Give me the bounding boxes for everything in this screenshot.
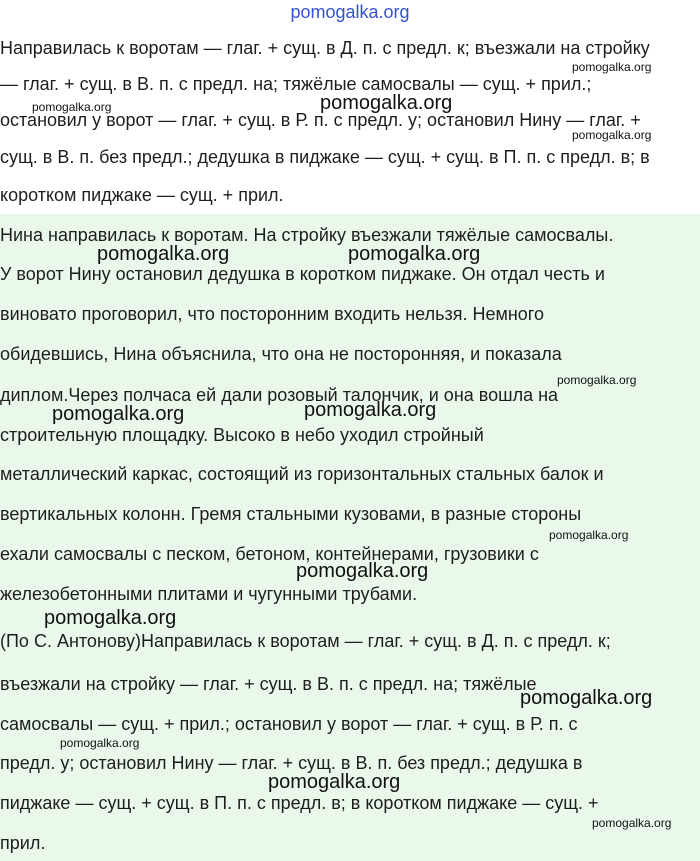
text-line: диплом.Через полчаса ей дали розовый талончик, и она вошла на bbox=[0, 385, 559, 405]
watermark: pomogalka.org bbox=[572, 60, 652, 74]
text-line: самосвалы — сущ. + прил.; остановил у ворот — глаг. + сущ. в Р. п. с bbox=[0, 714, 578, 734]
text-line: пиджаке — сущ. + сущ. в П. п. с предл. в; в коротком пиджаке — сущ. + bbox=[0, 793, 599, 813]
text-line: вертикальных колонн. Гремя стальными кузовами, в разные стороны bbox=[0, 504, 582, 524]
text-line: ехали самосвалы с песком, бетоном, контейнерами, грузовики с bbox=[0, 544, 539, 564]
text-line: У ворот Нину остановил дедушка в коротком пиджаке. Он отдал честь и bbox=[0, 264, 605, 284]
watermark: pomogalka.org bbox=[97, 243, 230, 265]
watermark: pomogalka.org bbox=[549, 528, 629, 542]
text-line: въезжали на стройку — глаг. + сущ. в В. п. с предл. на; тяжёлые bbox=[0, 674, 537, 694]
analysis-line: сущ. в В. п. без предл.; дедушка в пиджаке — сущ. + сущ. в П. п. с предл. в; в bbox=[0, 147, 650, 167]
watermark: pomogalka.org bbox=[268, 771, 401, 793]
watermark: pomogalka.org bbox=[348, 243, 481, 265]
analysis-line: коротком пиджаке — сущ. + прил. bbox=[0, 185, 284, 205]
text-line: обидевшись, Нина объяснила, что она не посторонняя, и показала bbox=[0, 344, 562, 364]
text-line: Нина направилась к воротам. На стройку въезжали тяжёлые самосвалы. bbox=[0, 225, 614, 245]
text-line: (По С. Антонову)Направилась к воротам — глаг. + сущ. в Д. п. с предл. к; bbox=[0, 631, 611, 651]
text-line: строительную площадку. Высоко в небо уходил стройный bbox=[0, 425, 484, 445]
text-line: предл. у; остановил Нину — глаг. + сущ. в В. п. без предл.; дедушка в bbox=[0, 753, 583, 773]
watermark: pomogalka.org bbox=[60, 736, 140, 750]
text-line: прил. bbox=[0, 833, 46, 853]
watermark: pomogalka.org bbox=[557, 373, 637, 387]
watermark: pomogalka.org bbox=[44, 607, 177, 629]
watermark: pomogalka.org bbox=[592, 816, 672, 830]
watermark: pomogalka.org bbox=[520, 687, 653, 709]
watermark: pomogalka.org bbox=[320, 92, 453, 114]
analysis-line: Направилась к воротам — глаг. + сущ. в Д. п. с предл. к; въезжали на стройку bbox=[0, 38, 650, 58]
watermark: pomogalka.org bbox=[296, 560, 429, 582]
watermark: pomogalka.org bbox=[304, 399, 437, 421]
site-header-watermark: pomogalka.org bbox=[290, 2, 410, 22]
watermark: pomogalka.org bbox=[32, 100, 112, 114]
text-line: металлический каркас, состоящий из горизонтальных стальных балок и bbox=[0, 464, 604, 484]
analysis-line: — глаг. + сущ. в В. п. с предл. на; тяжёлые самосвалы — сущ. + прил.; bbox=[0, 74, 592, 94]
text-line: виновато проговорил, что посторонним входить нельзя. Немного bbox=[0, 304, 544, 324]
watermark: pomogalka.org bbox=[52, 403, 185, 425]
text-line: железобетонными плитами и чугунными трубами. bbox=[0, 584, 418, 604]
watermark: pomogalka.org bbox=[572, 128, 652, 142]
analysis-line: остановил у ворот — глаг. + сущ. в Р. п. с предл. у; остановил Нину — глаг. + bbox=[0, 110, 641, 130]
